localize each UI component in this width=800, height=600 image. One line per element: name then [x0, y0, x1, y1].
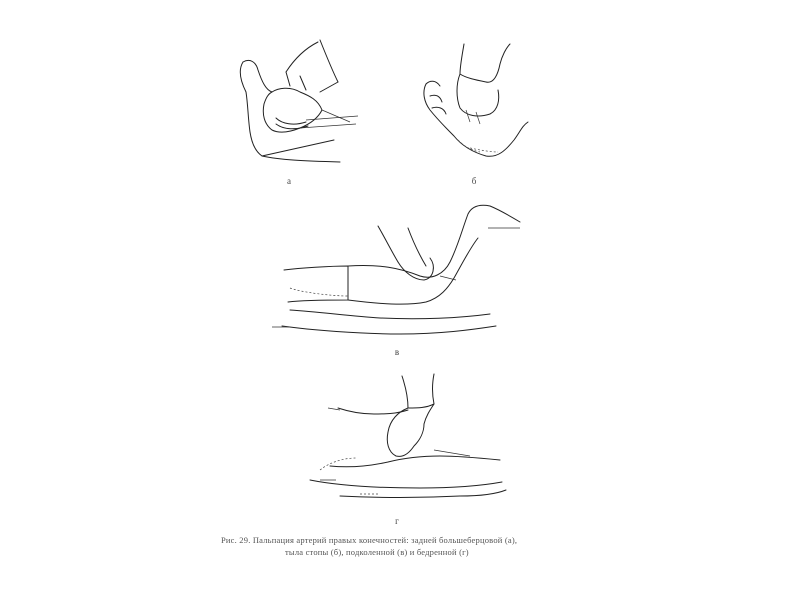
label-d: г: [395, 516, 399, 526]
panel-b-drawing: [424, 44, 528, 156]
label-a: а: [287, 176, 291, 186]
panel-d-drawing: [310, 374, 506, 498]
panel-c-drawing: [272, 205, 520, 334]
label-c: в: [394, 347, 400, 357]
label-b: б: [471, 176, 477, 186]
panel-a-drawing: [240, 40, 358, 162]
caption-line-2: тыла стопы (б), подколенной (в) и бедренной (г): [285, 547, 469, 557]
caption-line-1: Рис. 29. Пальпация артерий правых конечностей: задней большеберцовой (а),: [221, 535, 518, 545]
